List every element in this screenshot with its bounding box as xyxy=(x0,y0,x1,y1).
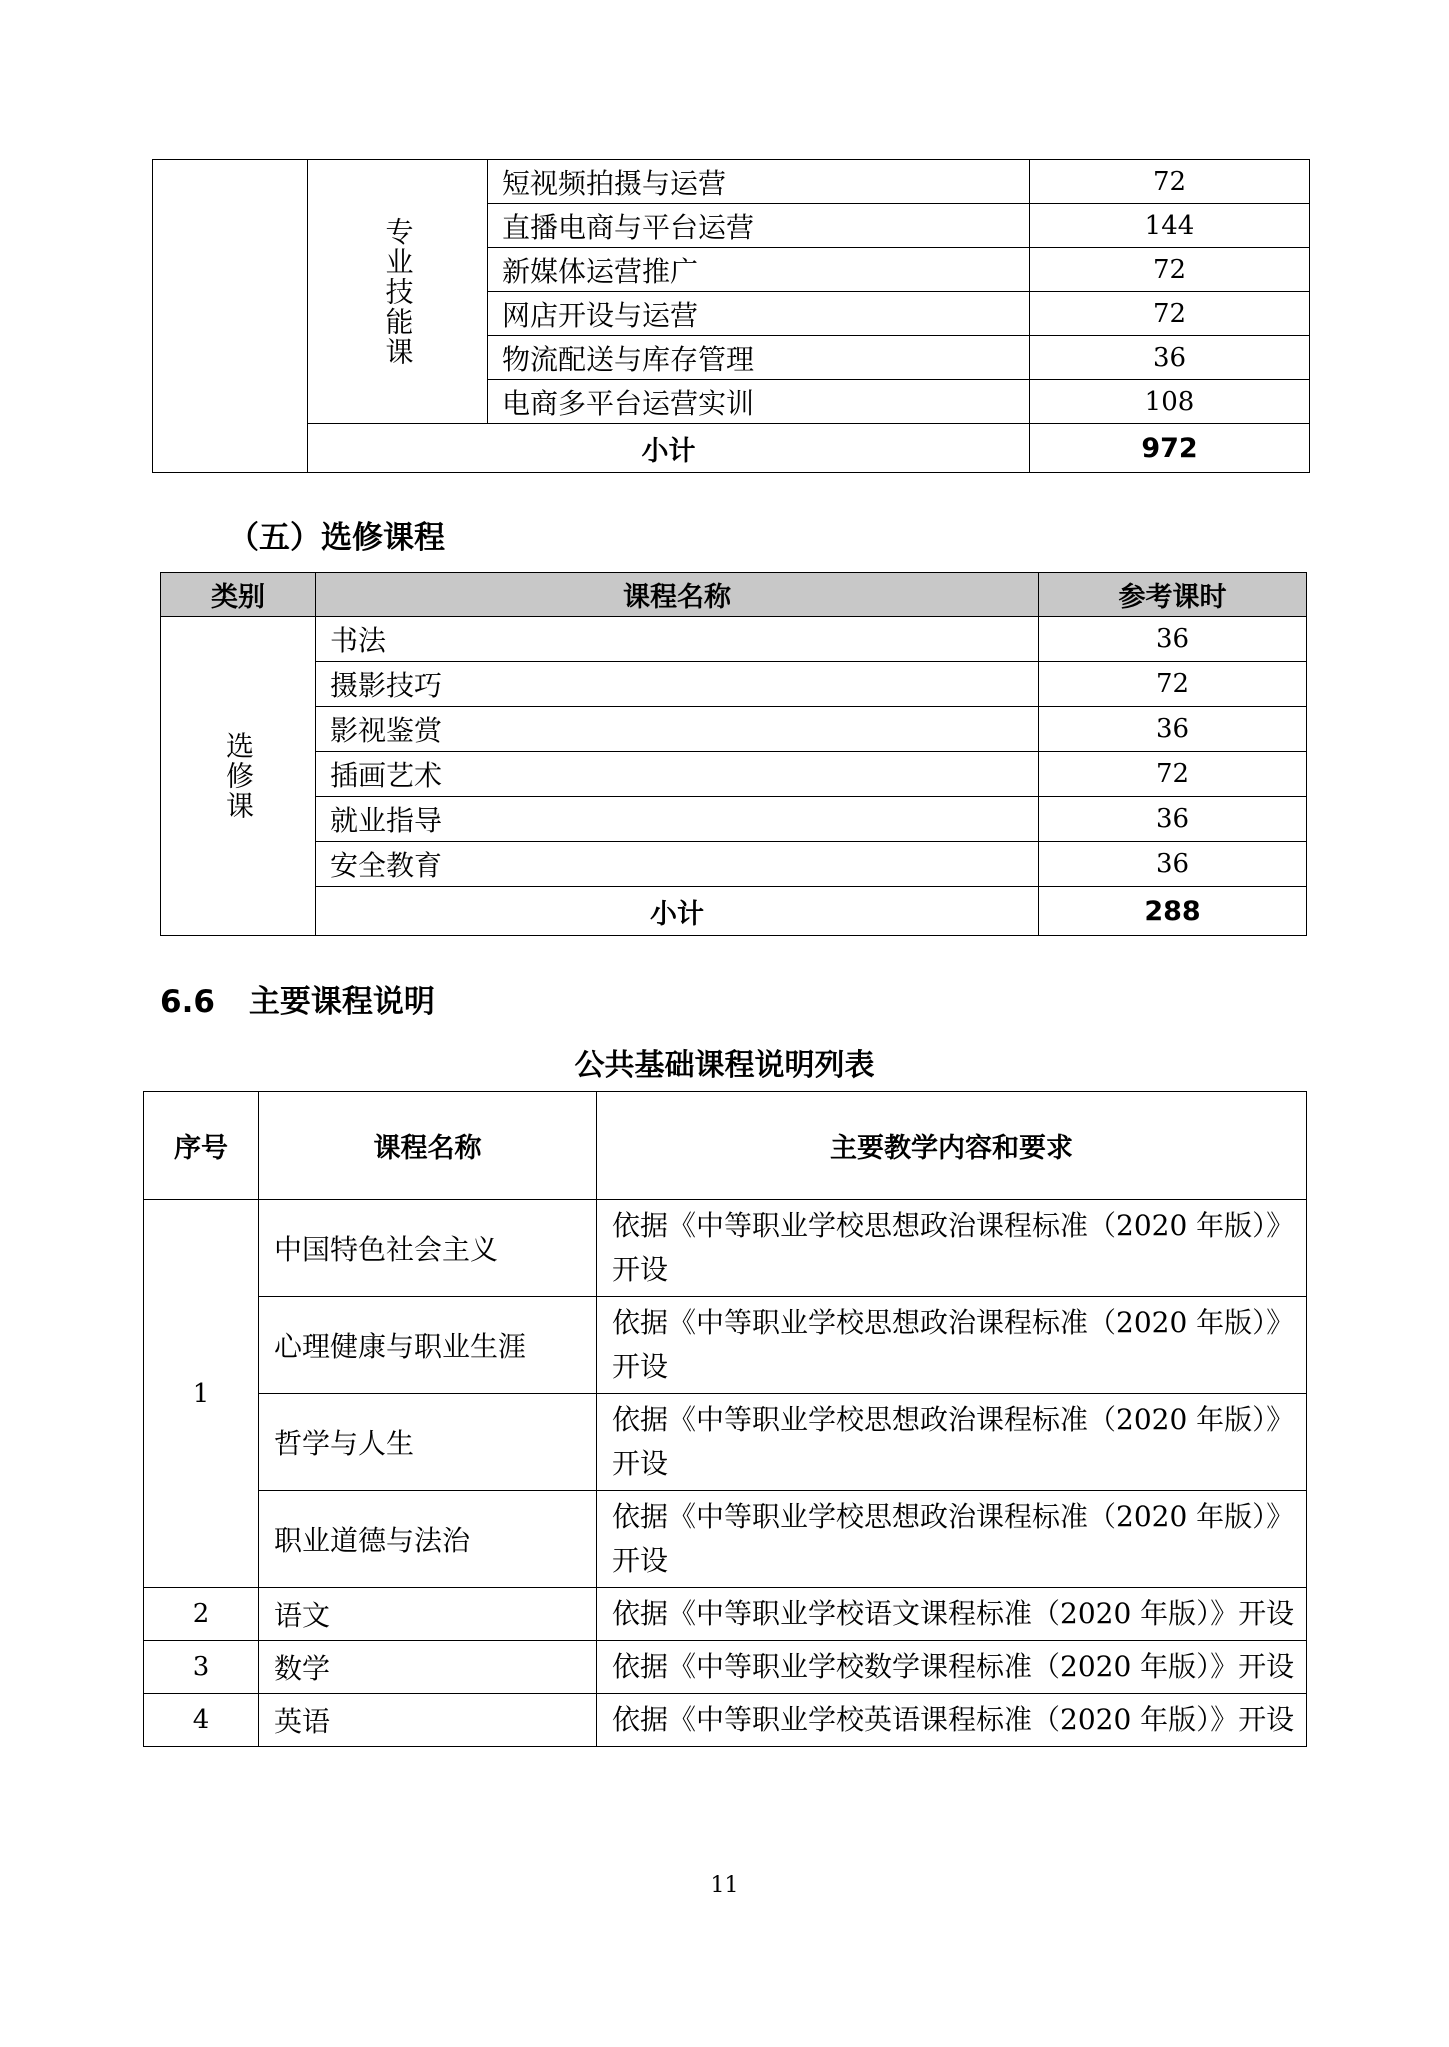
course-name: 数学 xyxy=(259,1641,597,1694)
course-name: 插画艺术 xyxy=(316,752,1039,797)
course-requirements: 依据《中等职业学校思想政治课程标准（2020 年版）》开设 xyxy=(597,1200,1307,1297)
table-row xyxy=(161,842,1307,887)
column-header-course-name: 课程名称 xyxy=(259,1092,597,1200)
course-hours: 36 xyxy=(1039,617,1307,662)
course-name: 英语 xyxy=(259,1694,597,1747)
subtotal-label: 小计 xyxy=(308,424,1030,473)
course-name: 就业指导 xyxy=(316,797,1039,842)
course-hours: 36 xyxy=(1039,707,1307,752)
course-name: 直播电商与平台运营 xyxy=(488,204,1030,248)
subtotal-label: 小计 xyxy=(316,887,1039,936)
course-requirements: 依据《中等职业学校语文课程标准（2020 年版）》开设 xyxy=(597,1588,1307,1641)
category-cell xyxy=(153,160,308,473)
course-hours: 144 xyxy=(1030,204,1310,248)
section-number: 6.6 xyxy=(160,984,215,1020)
course-requirements: 依据《中等职业学校思想政治课程标准（2020 年版）》开设 xyxy=(597,1297,1307,1394)
seq-cell: 4 xyxy=(144,1694,259,1747)
table-row xyxy=(144,1200,1307,1297)
table-row xyxy=(153,160,1310,204)
seq-cell: 1 xyxy=(144,1200,259,1588)
electives-table xyxy=(160,572,1307,936)
table-row xyxy=(144,1694,1307,1747)
table-header-row xyxy=(144,1092,1307,1200)
course-name: 新媒体运营推广 xyxy=(488,248,1030,292)
table-row xyxy=(161,662,1307,707)
course-hours: 36 xyxy=(1039,797,1307,842)
page-number: 11 xyxy=(710,1873,739,1898)
course-requirements: 依据《中等职业学校英语课程标准（2020 年版）》开设 xyxy=(597,1694,1307,1747)
column-header-hours: 参考课时 xyxy=(1039,573,1307,617)
course-name: 短视频拍摄与运营 xyxy=(488,160,1030,204)
table-row xyxy=(161,797,1307,842)
course-name: 安全教育 xyxy=(316,842,1039,887)
group-cell xyxy=(308,160,488,424)
subtotal-row xyxy=(161,887,1307,936)
subtotal-value: 972 xyxy=(1030,424,1310,473)
course-hours: 72 xyxy=(1030,292,1310,336)
specialty-courses-table xyxy=(152,159,1310,473)
section-heading-main-courses xyxy=(160,976,435,1021)
table-row xyxy=(161,752,1307,797)
table-row xyxy=(144,1641,1307,1694)
course-name: 心理健康与职业生涯 xyxy=(259,1297,597,1394)
table-row xyxy=(161,617,1307,662)
column-header-category: 类别 xyxy=(161,573,316,617)
course-name: 哲学与人生 xyxy=(259,1394,597,1491)
course-name: 中国特色社会主义 xyxy=(259,1200,597,1297)
course-hours: 72 xyxy=(1039,662,1307,707)
course-name: 影视鉴赏 xyxy=(316,707,1039,752)
section-title: 主要课程说明 xyxy=(248,984,435,1020)
table-header-row xyxy=(161,573,1307,617)
course-name: 职业道德与法治 xyxy=(259,1491,597,1588)
table-row xyxy=(144,1588,1307,1641)
seq-cell: 2 xyxy=(144,1588,259,1641)
course-requirements: 依据《中等职业学校数学课程标准（2020 年版）》开设 xyxy=(597,1641,1307,1694)
course-hours: 72 xyxy=(1030,160,1310,204)
table-row xyxy=(144,1491,1307,1588)
seq-cell: 3 xyxy=(144,1641,259,1694)
table-row xyxy=(144,1297,1307,1394)
public-courses-table xyxy=(143,1091,1307,1747)
course-name: 电商多平台运营实训 xyxy=(488,380,1030,424)
table-caption: 公共基础课程说明列表 xyxy=(574,1048,875,1083)
course-hours: 72 xyxy=(1039,752,1307,797)
course-name: 物流配送与库存管理 xyxy=(488,336,1030,380)
course-hours: 108 xyxy=(1030,380,1310,424)
course-name: 语文 xyxy=(259,1588,597,1641)
course-name: 书法 xyxy=(316,617,1039,662)
category-cell xyxy=(161,617,316,936)
column-header-seq: 序号 xyxy=(144,1092,259,1200)
table-row xyxy=(161,707,1307,752)
course-hours: 36 xyxy=(1039,842,1307,887)
category-label: 选修课 xyxy=(222,731,255,821)
course-requirements: 依据《中等职业学校思想政治课程标准（2020 年版）》开设 xyxy=(597,1491,1307,1588)
subtotal-row xyxy=(153,424,1310,473)
section-heading-electives: （五）选修课程 xyxy=(228,520,445,556)
subtotal-value: 288 xyxy=(1039,887,1307,936)
course-hours: 36 xyxy=(1030,336,1310,380)
course-hours: 72 xyxy=(1030,248,1310,292)
group-label: 专业技能课 xyxy=(381,216,415,367)
course-requirements: 依据《中等职业学校思想政治课程标准（2020 年版）》开设 xyxy=(597,1394,1307,1491)
course-name: 网店开设与运营 xyxy=(488,292,1030,336)
column-header-requirements: 主要教学内容和要求 xyxy=(597,1092,1307,1200)
table-row xyxy=(144,1394,1307,1491)
column-header-course-name: 课程名称 xyxy=(316,573,1039,617)
course-name: 摄影技巧 xyxy=(316,662,1039,707)
